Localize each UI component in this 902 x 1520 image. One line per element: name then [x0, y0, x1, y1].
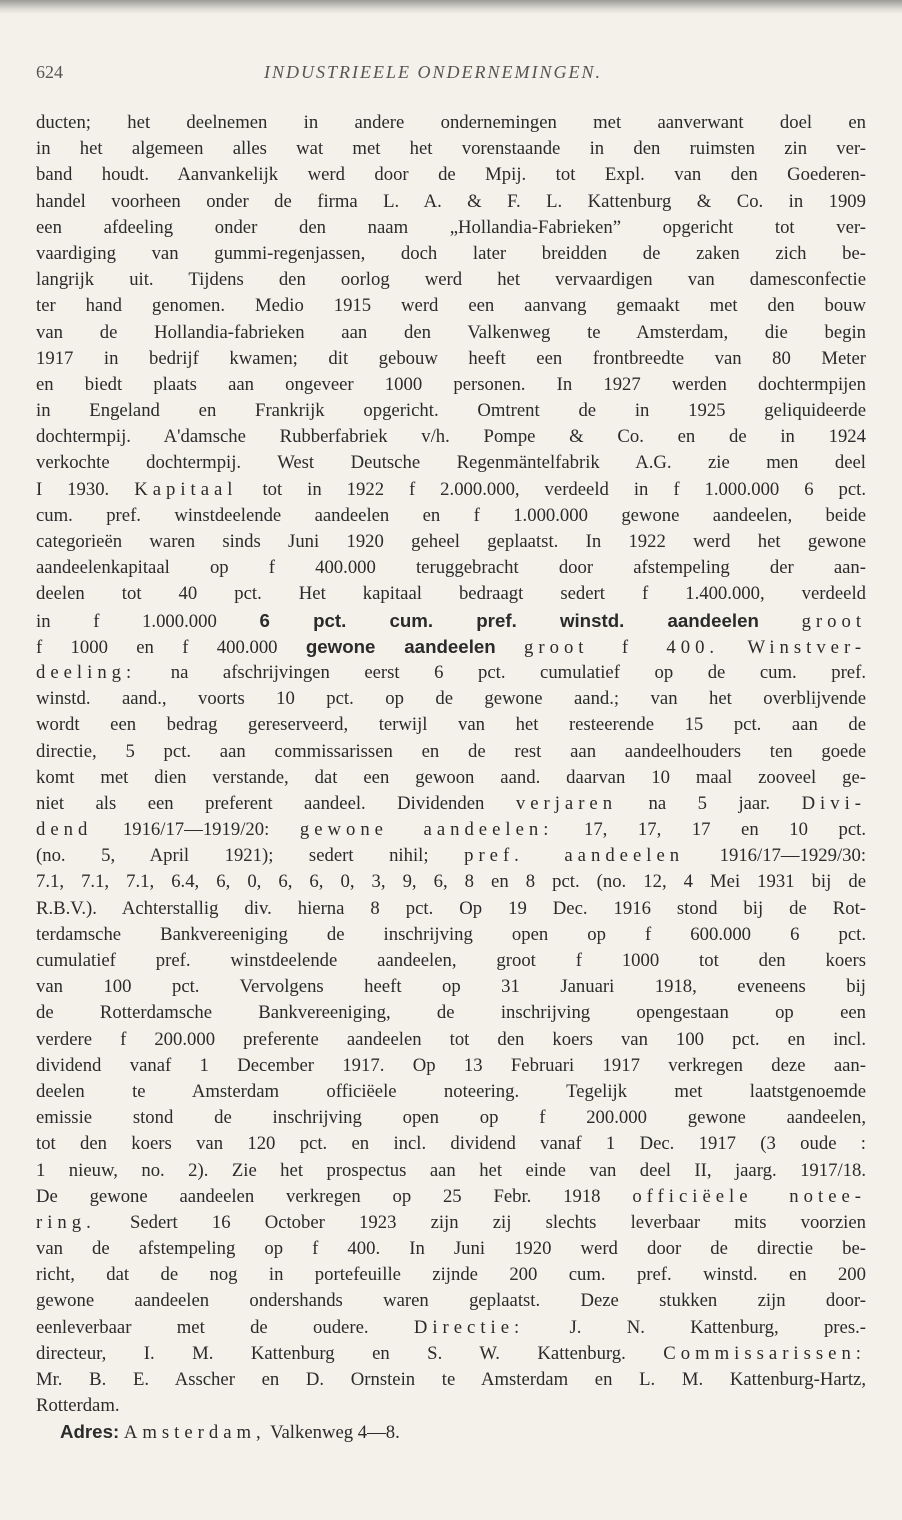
text-run: tot in 1922 f 2.000.000, verdeeld in f 1.000.000 6 pct.	[262, 478, 866, 500]
text-run: na afschrijvingen eerst 6 pct. cumulatief op de cum. pref.	[170, 661, 866, 683]
text-line: terdamsche Bankvereeniging de inschrijving open op f 600.000 6 pct.	[36, 923, 866, 945]
spaced-term-dend: dend	[36, 819, 93, 841]
spaced-term-dividend: Divi-	[801, 792, 866, 814]
spaced-term-commissarissen: Commissarissen:	[663, 1342, 866, 1364]
spaced-term-winstverdeeling: Winstver-	[747, 636, 866, 658]
text-line: verdere f 200.000 preferente aandeelen tot den koers van 100 pct. en incl.	[36, 1028, 866, 1050]
text-line: Rotterdam.	[36, 1395, 120, 1417]
text-line: gewone aandeelen ondershands waren geplaatst. Deze stukken zijn door-	[36, 1290, 866, 1312]
text-line-directie	[36, 1315, 866, 1341]
address-street: Valkenweg 4—8.	[270, 1422, 400, 1444]
text-line: 1917 in bedrijf kwamen; dit gebouw heeft een frontbreedte van 80 Meter	[36, 347, 866, 369]
text-line: deelen tot 40 pct. Het kapitaal bedraagt sedert f 1.400.000, verdeeld	[36, 583, 866, 605]
address-city: Amsterdam,	[123, 1422, 266, 1444]
text-line: handel voorheen onder de firma L. A. & F. L. Kattenburg & Co. in 1909	[36, 190, 866, 212]
running-head: INDUSTRIEELE ONDERNEMINGEN.	[264, 62, 602, 82]
text-line: tot den koers van 120 pct. en incl. dividend vanaf 1 Dec. 1917 (3 oude :	[36, 1133, 866, 1155]
text-run: niet als een preferent aandeel. Dividenden	[36, 792, 485, 814]
text-line: dochtermpij. A'damsche Rubberfabriek v/h. Pompe & Co. en de in 1924	[36, 426, 866, 448]
text-line-pref-shares	[36, 608, 866, 634]
text-line: emissie stond de inschrijving open op f 200.000 gewone aandeelen,	[36, 1107, 866, 1129]
text-line: 7.1, 7.1, 7.1, 6.4, 6, 0, 6, 6, 0, 3, 9, 6, 8 en 8 pct. (no. 12, 4 Mei 1931 bij de	[36, 871, 866, 893]
text-run: directeur, I. M. Kattenburg en S. W. Kattenburg.	[36, 1342, 626, 1364]
text-run: I 1930.	[36, 478, 110, 500]
spaced-term-groot: groot	[801, 610, 866, 632]
text-line: winstd. aand., voorts 10 pct. op de gewone aand.; van het overblijvende	[36, 688, 866, 710]
text-line-kapitaal	[36, 477, 866, 503]
text-line-ring	[36, 1210, 866, 1236]
text-line-winstverdeeling	[36, 660, 866, 686]
address-label: Adres:	[60, 1421, 120, 1443]
spaced-term-groot: groot f 400.	[524, 636, 720, 658]
text-run: 1916/17—1919/20:	[122, 819, 270, 841]
spaced-term-pref-aandeelen: pref. aandeelen	[464, 845, 685, 867]
text-line-pref-aandeelen	[36, 843, 866, 869]
text-run: 17, 17, 17 en 10 pct.	[583, 819, 866, 841]
text-line: aandeelenkapitaal op f 400.000 teruggebracht door afstempeling der aan-	[36, 557, 866, 579]
text-line-dividenden	[36, 791, 866, 817]
spaced-term-ring: ring.	[36, 1211, 96, 1233]
text-line: in het algemeen alles wat met het vorenstaande in den ruimsten zin ver-	[36, 138, 866, 160]
text-line: band houdt. Aanvankelijk werd door de Mpij. tot Expl. van den Goederen-	[36, 164, 866, 186]
bold-term-common-shares: gewone aandeelen	[305, 635, 496, 657]
text-line: de Rotterdamsche Bankvereeniging, de inschrijving opengestaan op een	[36, 1002, 866, 1024]
scan-edge-shadow	[0, 0, 902, 14]
text-line: in Engeland en Frankrijk opgericht. Omtrent de in 1925 geliquideerde	[36, 400, 866, 422]
text-line: dividend vanaf 1 December 1917. Op 13 Februari 1917 verkregen deze aan-	[36, 1054, 866, 1076]
text-line: vaardiging van gummi-regenjassen, doch later breidden de zaken zich be-	[36, 242, 866, 264]
text-line: richt, dat de nog in portefeuille zijnde 200 cum. pref. winstd. en 200	[36, 1264, 866, 1286]
text-line: directie, 5 pct. aan commissarissen en de rest aan aandeelhouders ten goede	[36, 740, 866, 762]
body-text	[36, 110, 866, 1446]
text-run: na 5 jaar.	[648, 792, 771, 814]
text-line: R.B.V.). Achterstallig div. hierna 8 pct. Op 19 Dec. 1916 stond bij de Rot-	[36, 897, 866, 919]
text-line: ter hand genomen. Medio 1915 werd een aanvang gemaakt met den bouw	[36, 295, 866, 317]
text-run: eenleverbaar met de oudere.	[36, 1316, 369, 1338]
text-run: in f 1.000.000	[36, 610, 217, 632]
text-line: cum. pref. winstdeelende aandeelen en f 1.000.000 gewone aandeelen, beide	[36, 504, 866, 526]
text-line-dividend	[36, 817, 866, 843]
address-line	[36, 1419, 866, 1445]
text-line: van de Hollandia-fabrieken aan den Valkenweg te Amsterdam, die begin	[36, 321, 866, 343]
text-line: langrijk uit. Tijdens den oorlog werd het vervaardigen van damesconfectie	[36, 269, 866, 291]
text-run: (no. 5, April 1921); sedert nihil;	[36, 845, 429, 867]
text-line: 1 nieuw, no. 2). Zie het prospectus aan het einde van deel II, jaarg. 1917/18.	[36, 1159, 866, 1181]
text-line-noteering	[36, 1184, 866, 1210]
text-line: een afdeeling onder den naam „Hollandia-Fabrieken” opgericht tot ver-	[36, 216, 866, 238]
spaced-term-kapitaal: Kapitaal	[134, 478, 238, 500]
spaced-term-directie: Directie:	[413, 1316, 525, 1338]
text-line: van de afstempeling op f 400. In Juni 1920 werd door de directie be-	[36, 1238, 866, 1260]
text-line-commissarissen	[36, 1341, 866, 1367]
bold-term-pref-shares: 6 pct. cum. pref. winstd. aandeelen	[259, 609, 759, 631]
text-line: wordt een bedrag gereserveerd, terwijl van het resteerende 15 pct. aan de	[36, 714, 866, 736]
text-run: 1916/17—1929/30:	[719, 845, 866, 867]
page-number: 624	[36, 62, 63, 82]
text-run: De gewone aandeelen verkregen op 25 Febr. 1918	[36, 1185, 601, 1207]
text-line-common-shares	[36, 634, 866, 660]
spaced-term-officieele-noteering: officiëele notee-	[632, 1185, 866, 1207]
text-line: verkochte dochtermpij. West Deutsche Regenmäntelfabrik A.G. zie men deel	[36, 452, 866, 474]
text-line: cumulatief pref. winstdeelende aandeelen, groot f 1000 tot den koers	[36, 950, 866, 971]
text-line: en biedt plaats aan ongeveer 1000 personen. In 1927 werden dochtermpijen	[36, 373, 866, 395]
page-header	[36, 60, 866, 90]
text-line: categorieën waren sinds Juni 1920 geheel geplaatst. In 1922 werd het gewone	[36, 531, 866, 552]
text-line: komt met dien verstande, dat een gewoon aand. daarvan 10 maal zooveel ge-	[36, 766, 866, 788]
spaced-term-gewone-aandeelen: gewone aandeelen:	[299, 819, 554, 841]
text-run: Sedert 16 October 1923 zijn zij slechts leverbaar mits voorzien	[129, 1211, 866, 1233]
text-line: ducten; het deelnemen in andere ondernemingen met aanverwant doel en	[36, 112, 866, 133]
text-line: deelen te Amsterdam officiëele noteering. Tegelijk met laatstgenoemde	[36, 1080, 866, 1102]
spaced-term-verjaren: verjaren	[515, 792, 618, 814]
text-line: van 100 pct. Vervolgens heeft op 31 Januari 1918, eveneens bij	[36, 976, 866, 998]
spaced-term-deeling: deeling:	[36, 661, 137, 683]
text-run: J. N. Kattenburg, pres.-	[569, 1316, 866, 1338]
text-line: Mr. B. E. Asscher en D. Ornstein te Amsterdam en L. M. Kattenburg-Hartz,	[36, 1369, 866, 1390]
text-run: f 1000 en f 400.000	[36, 636, 278, 658]
